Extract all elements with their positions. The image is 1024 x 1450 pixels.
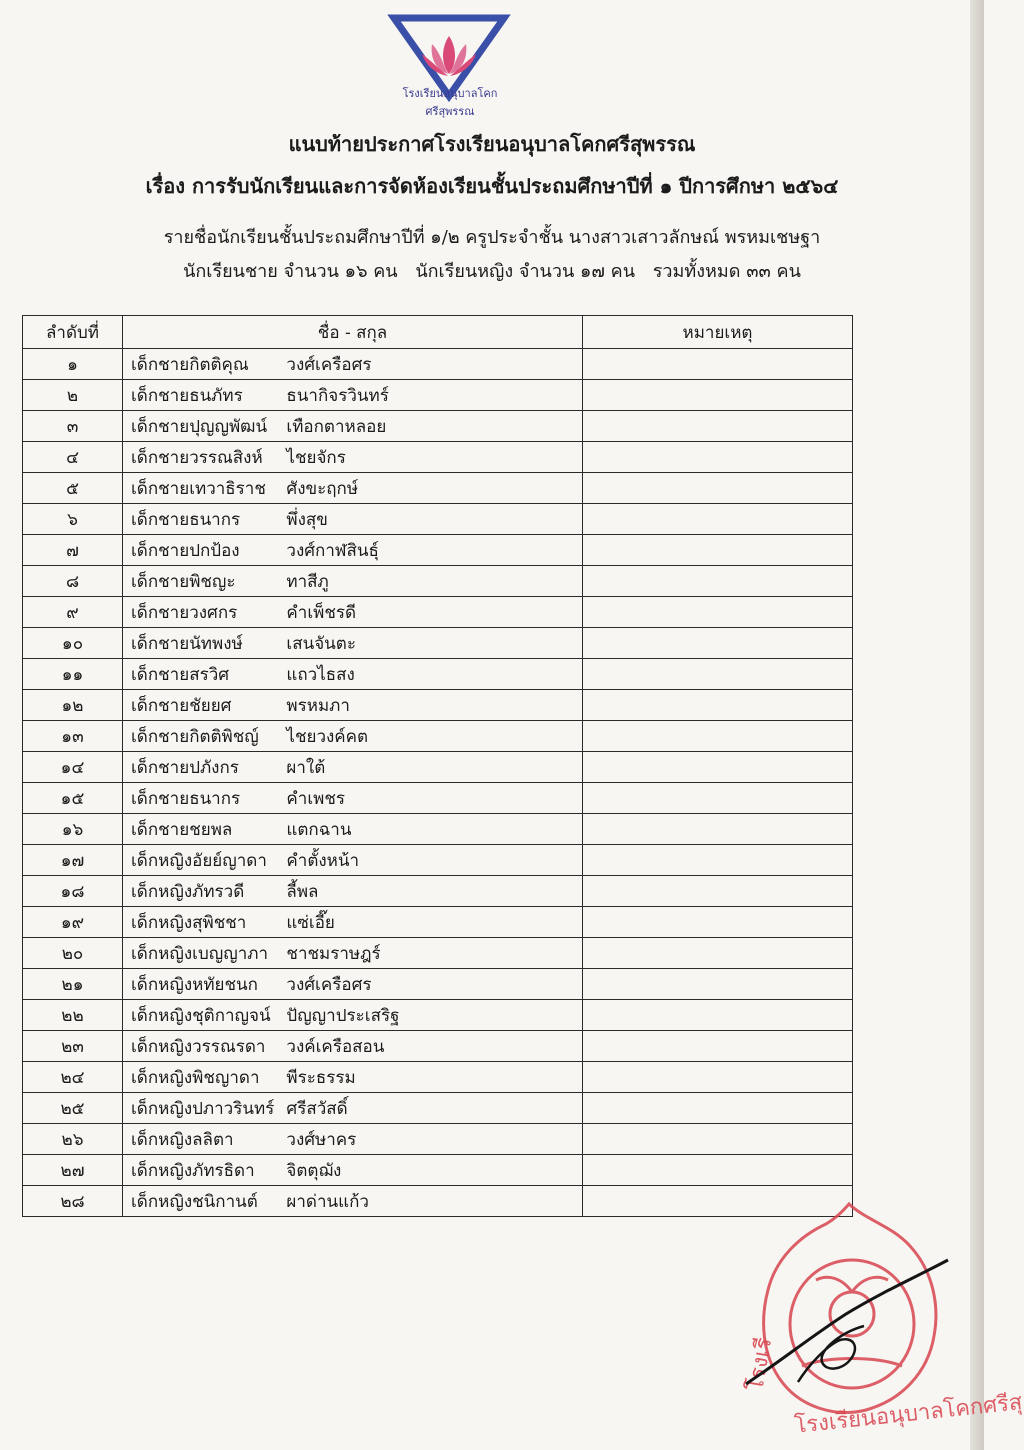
student-first-name: เด็กชายพิชญะ [131,571,236,592]
student-first-name: เด็กหญิงชนิกานต์ [131,1191,258,1212]
student-first-name: เด็กหญิงปภาวรินทร์ [131,1098,275,1119]
student-last-name: ผาใต้ [286,757,326,778]
student-table [22,315,853,1217]
student-first-name: เด็กชายปกป้อง [131,540,240,561]
logo-caption: โรงเรียนอนุบาลโคกศรีสุพรรณ [402,87,498,118]
student-last-name: แตกฉาน [286,819,352,840]
row-number: ๒๔ [23,1062,123,1093]
student-last-name: ธนากิจรวินทร์ [286,385,389,406]
row-number: ๑๑ [23,659,123,690]
student-name [123,752,583,783]
remark-cell [583,907,853,938]
student-last-name: ทาสีภู [286,571,329,592]
signature-stroke [746,1260,948,1384]
student-name [123,1186,583,1217]
student-last-name: ลี้พล [286,881,319,902]
student-last-name: วงศ์เครือศร [286,974,372,995]
remark-cell [583,752,853,783]
remark-cell [583,380,853,411]
row-number: ๘ [23,566,123,597]
row-number: ๒๕ [23,1093,123,1124]
student-last-name: คำเพชร [286,788,346,809]
student-first-name: เด็กหญิงภัทรวดี [131,881,245,902]
table-row [23,752,853,783]
girls-count: นักเรียนหญิง จำนวน ๑๗ คน [415,261,636,282]
remark-cell [583,1031,853,1062]
student-name [123,876,583,907]
table-row [23,504,853,535]
student-first-name: เด็กชายธนภัทร [131,385,243,406]
student-first-name: เด็กหญิงภัทรธิดา [131,1160,255,1181]
student-last-name: พรหมภา [286,695,350,716]
table-row [23,1031,853,1062]
boys-count: นักเรียนชาย จำนวน ๑๖ คน [183,261,398,282]
table-row [23,876,853,907]
student-first-name: เด็กหญิงวรรณรดา [131,1036,266,1057]
student-first-name: เด็กชายกิตติพิชญ์ [131,726,259,747]
student-first-name: เด็กหญิงลลิตา [131,1129,234,1150]
remark-cell [583,628,853,659]
student-first-name: เด็กชายปุญญพัฒน์ [131,416,268,437]
remark-cell [583,938,853,969]
student-name [123,442,583,473]
table-row [23,380,853,411]
student-first-name: เด็กหญิงชุติกาญจน์ [131,1005,271,1026]
table-row [23,566,853,597]
student-name [123,1000,583,1031]
student-last-name: วงศ์เครือศร [286,354,372,375]
total-count: รวมทั้งหมด ๓๓ คน [652,261,801,282]
remark-cell [583,597,853,628]
seal-bottom-text: โรงเรียนอนุบาลโคกศรีสุ [793,1390,1024,1439]
remark-cell [583,969,853,1000]
student-name [123,628,583,659]
student-last-name: ศังขะฤกษ์ [286,478,359,499]
remark-cell [583,1124,853,1155]
remark-cell [583,690,853,721]
table-header-row [23,316,853,349]
student-name [123,535,583,566]
student-last-name: แซ่เอี๊ย [286,912,335,933]
table-row [23,1093,853,1124]
student-name [123,969,583,1000]
table-row [23,969,853,1000]
row-number: ๒๐ [23,938,123,969]
remark-cell [583,814,853,845]
remark-cell [583,1155,853,1186]
row-number: ๑๙ [23,907,123,938]
class-info: รายชื่อนักเรียนชั้นประถมศึกษาปีที่ ๑/๒ ครูประจำชั้น นางสาวเสาวลักษณ์ พรหมเชษฐา [163,227,821,248]
row-number: ๕ [23,473,123,504]
table-row [23,1155,853,1186]
student-first-name: เด็กชายชัยยศ [131,695,232,716]
row-number: ๑๗ [23,845,123,876]
student-name [123,504,583,535]
row-number: ๑๐ [23,628,123,659]
remark-cell [583,721,853,752]
row-number: ๑๓ [23,721,123,752]
student-first-name: เด็กหญิงเบญญาภา [131,943,269,964]
table-row [23,442,853,473]
doc-subject: เรื่อง การรับนักเรียนและการจัดห้องเรียนชั้นประถมศึกษาปีที่ ๑ ปีการศึกษา ๒๕๖๔ [145,174,839,198]
table-row [23,659,853,690]
remark-cell [583,473,853,504]
remark-cell [583,1093,853,1124]
table-row [23,535,853,566]
student-name [123,411,583,442]
student-first-name: เด็กชายสรวิศ [131,664,230,685]
student-name [123,349,583,380]
student-name [123,938,583,969]
row-number: ๒ [23,380,123,411]
remark-cell [583,535,853,566]
student-first-name: เด็กชายธนากร [131,509,241,530]
student-name [123,721,583,752]
student-first-name: เด็กหญิงหทัยชนก [131,974,258,995]
table-row [23,907,853,938]
student-first-name: เด็กชายชยพล [131,819,233,840]
row-number: ๒๘ [23,1186,123,1217]
student-last-name: แถวไธสง [286,664,355,685]
student-last-name: เสนจันตะ [286,633,356,654]
row-number: ๒๒ [23,1000,123,1031]
row-number: ๖ [23,504,123,535]
student-name [123,659,583,690]
student-name [123,597,583,628]
student-last-name: ไชยจักร [286,447,346,468]
remark-cell [583,1000,853,1031]
table-row [23,628,853,659]
student-name [123,566,583,597]
table-row [23,938,853,969]
remark-cell [583,349,853,380]
student-name [123,845,583,876]
student-last-name: เทือกตาหลอย [286,416,387,437]
student-name [123,1031,583,1062]
student-first-name: เด็กหญิงอัยย์ญาดา [131,850,267,871]
row-number: ๑๔ [23,752,123,783]
seal-side-text: โรงเรี [743,1335,778,1394]
table-row [23,1000,853,1031]
row-number: ๒๖ [23,1124,123,1155]
paper-edge [970,0,984,1450]
student-name [123,1124,583,1155]
row-number: ๑๕ [23,783,123,814]
row-number: ๑๒ [23,690,123,721]
student-last-name: ปัญญาประเสริฐ [286,1005,400,1026]
student-name [123,690,583,721]
table-row [23,845,853,876]
student-name [123,1093,583,1124]
student-first-name: เด็กหญิงสุพิชชา [131,912,247,933]
table-row [23,349,853,380]
table-row [23,411,853,442]
student-last-name: ชาชมราษฎร์ [286,943,381,964]
student-counts [0,256,984,285]
table-row [23,783,853,814]
remark-cell [583,411,853,442]
table-row [23,1186,853,1217]
header-no: ลำดับที่ [23,316,123,349]
table-row [23,690,853,721]
student-name [123,907,583,938]
doc-title: แนบท้ายประกาศโรงเรียนอนุบาลโคกศรีสุพรรณ [288,132,696,156]
student-first-name: เด็กชายเทวาธิราช [131,478,266,499]
remark-cell [583,566,853,597]
row-number: ๒๓ [23,1031,123,1062]
remark-cell [583,659,853,690]
header-remark: หมายเหตุ [583,316,853,349]
student-last-name: พึ่งสุข [286,509,328,530]
table-row [23,721,853,752]
table-body [23,349,853,1217]
row-number: ๗ [23,535,123,566]
school-seal [742,1196,956,1422]
student-name [123,1062,583,1093]
student-name [123,473,583,504]
student-last-name: ไชยวงค์คต [286,726,369,747]
student-last-name: พีระธรรม [286,1067,356,1088]
student-last-name: วงค์เครือสอน [286,1036,385,1057]
row-number: ๑ [23,349,123,380]
table-row [23,473,853,504]
table-row [23,1062,853,1093]
table-row [23,1124,853,1155]
student-last-name: ศรีสวัสดิ์ [286,1098,348,1119]
row-number: ๙ [23,597,123,628]
remark-cell [583,845,853,876]
student-first-name: เด็กชายวงศกร [131,602,238,623]
student-last-name: จิตตุฌัง [286,1160,342,1181]
student-last-name: ผาด่านแก้ว [286,1191,369,1212]
student-first-name: เด็กชายกิตติคุณ [131,354,249,375]
row-number: ๒๑ [23,969,123,1000]
table-row [23,597,853,628]
student-last-name: วงศ์กาฬสินธุ์ [286,540,379,561]
student-name [123,783,583,814]
student-first-name: เด็กหญิงพิชญาดา [131,1067,260,1088]
student-last-name: คำตั้งหน้า [286,850,360,871]
remark-cell [583,876,853,907]
row-number: ๔ [23,442,123,473]
header-name: ชื่อ - สกุล [123,316,583,349]
student-last-name: คำเพ็ชรดี [286,602,357,623]
student-first-name: เด็กชายนัทพงษ์ [131,633,243,654]
student-first-name: เด็กชายปภังกร [131,757,239,778]
student-last-name: วงศ์ษาคร [286,1129,357,1150]
table-row [23,814,853,845]
remark-cell [583,783,853,814]
row-number: ๑๘ [23,876,123,907]
student-name [123,380,583,411]
row-number: ๑๖ [23,814,123,845]
student-name [123,1155,583,1186]
row-number: ๓ [23,411,123,442]
student-first-name: เด็กชายวรรณสิงห์ [131,447,263,468]
remark-cell [583,442,853,473]
remark-cell [583,1062,853,1093]
remark-cell [583,504,853,535]
student-first-name: เด็กชายธนากร [131,788,241,809]
student-name [123,814,583,845]
row-number: ๒๗ [23,1155,123,1186]
